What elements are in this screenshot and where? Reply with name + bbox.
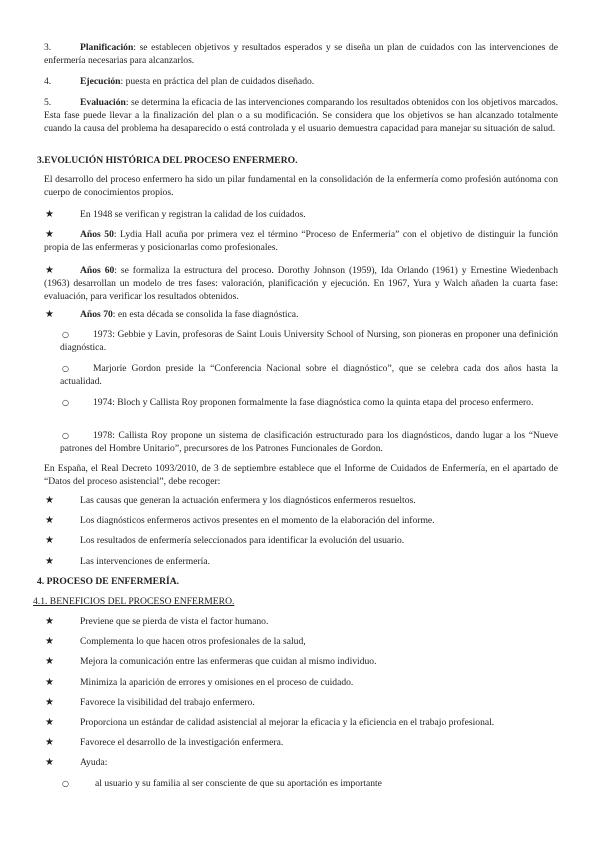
star-bullet-icon: ★: [45, 717, 54, 728]
spain-paragraph: En España, el Real Decreto 1093/2010, de 3 de septiembre establece que el Informe de Cuidados de Enfermería, en el apartado de “Datos del proceso asistencial”, debe recoger:: [44, 463, 558, 488]
step-number: 5.: [44, 97, 52, 108]
list-item: Los resultados de enfermería seleccionados para identificar la evolución del usuario.: [80, 535, 405, 546]
list-item: Mejora la comunicación entre las enfermeras que cuidan al mismo individuo.: [80, 656, 377, 667]
list-item: En 1948 se verifican y registran la calidad de los cuidados.: [80, 209, 306, 220]
step-ejecucion: Ejecución: puesta en práctica del plan de cuidados diseñado.: [80, 76, 315, 87]
star-bullet-icon: ★: [45, 556, 54, 567]
star-bullet-icon: ★: [45, 309, 54, 320]
section-intro: El desarrollo del proceso enfermero ha sido un pilar fundamental en la consolidación de la enfermería como profesión autónoma con cuerpo de conocimientos propios.: [44, 174, 558, 199]
circle-bullet-icon: ○: [62, 779, 69, 788]
list-subitem: 1974: Bloch y Callista Roy proponen formalmente la fase diagnóstica como la quinta etapa del proceso enfermero.: [93, 397, 534, 408]
list-item: Años 50: Lydia Hall acuña por primera vez el término “Proceso de Enfermería” con el objetivo de distinguir la función propia de las enfermeras y posicionarlas como profesionales.: [44, 229, 558, 254]
star-bullet-icon: ★: [45, 616, 54, 627]
list-item: Complementa lo que hacen otros profesionales de la salud,: [80, 636, 306, 647]
list-item: Años 70: en esta década se consolida la fase diagnóstica.: [80, 309, 299, 320]
list-subitem: al usuario y su familia al ser consciente de que su aportación es importante: [95, 778, 382, 789]
list-item: Previene que se pierda de vista el factor humano.: [80, 616, 269, 627]
section-heading: 4. PROCESO DE ENFERMERÍA.: [37, 576, 180, 587]
star-bullet-icon: ★: [45, 697, 54, 708]
list-item: Favorece el desarrollo de la investigación enfermera.: [80, 737, 284, 748]
list-subitem: 1973: Gebbie y Lavin, profesoras de Saint Louis University School of Nursing, son pioneras en proponer una definición diagnóstica.: [60, 329, 558, 354]
star-bullet-icon: ★: [45, 515, 54, 526]
list-item: Proporciona un estándar de calidad asistencial al mejorar la eficacia y la eficiencia en el trabajo profesional.: [80, 717, 495, 728]
step-number: 3.: [44, 42, 52, 53]
star-bullet-icon: ★: [45, 229, 54, 240]
list-item: Las causas que generan la actuación enfermera y los diagnósticos enfermeros resueltos.: [80, 495, 416, 506]
star-bullet-icon: ★: [45, 265, 54, 276]
star-bullet-icon: ★: [45, 209, 54, 220]
step-planificacion: Planificación: se establecen objetivos y resultados esperados y se diseña un plan de cuidados con las intervenciones de enfermería necesarias para alcanzarlos.: [44, 42, 558, 67]
list-subitem: 1978: Callista Roy propone un sistema de clasificación estructurado para los diagnósticos, dando lugar a los “Nueve patrones del Hombre Unitario”, precursores de los Patrones Funcionales de Gordon.: [60, 430, 558, 455]
list-item: Minimiza la aparición de errores y omisiones en el proceso de cuidado.: [80, 677, 354, 688]
star-bullet-icon: ★: [45, 636, 54, 647]
star-bullet-icon: ★: [45, 757, 54, 768]
step-evaluacion: Evaluación: se determina la eficacia de las intervenciones comparando los resultados obtenidos con los objetivos marcados. Esta fase puede llevar a la finalización del plan o a su modificación. Se considera que los objetivos se han alcanzado totalmente cuando la causa del problema ha desaparecido o está controlada y el usuario demuestra capacidad para manejar su situación de salud.: [44, 97, 558, 135]
list-item: Los diagnósticos enfermeros activos presentes en el momento de la elaboración del informe.: [80, 515, 435, 526]
list-item: Ayuda:: [80, 757, 108, 768]
circle-bullet-icon: ○: [62, 330, 69, 339]
star-bullet-icon: ★: [45, 535, 54, 546]
list-item: Años 60: se formaliza la estructura del proceso. Dorothy Johnson (1959), Ida Orlando (1961) y Ernestine Wiedenbach (1963) desarrollan un modelo de tres fases: valoración, planificación y ejecución. En 1967, Yura y Walch añaden la cuarta fase: evaluación, para verificar los resultados obtenidos.: [44, 265, 558, 303]
list-subitem: Marjorie Gordon preside la “Conferencia Nacional sobre el diagnóstico”, que se celebra cada dos años hasta la actualidad.: [60, 363, 558, 388]
list-item: Favorece la visibilidad del trabajo enfermero.: [80, 697, 255, 708]
circle-bullet-icon: ○: [62, 364, 69, 373]
step-number: 4.: [44, 76, 52, 87]
star-bullet-icon: ★: [45, 656, 54, 667]
list-item: Las intervenciones de enfermería.: [80, 556, 210, 567]
subsection-heading: 4.1. BENEFICIOS DEL PROCESO ENFERMERO.: [33, 596, 235, 607]
star-bullet-icon: ★: [45, 737, 54, 748]
circle-bullet-icon: ○: [62, 431, 69, 440]
circle-bullet-icon: ○: [62, 398, 69, 407]
star-bullet-icon: ★: [45, 495, 54, 506]
section-heading: 3.EVOLUCIÓN HISTÓRICA DEL PROCESO ENFERMERO.: [37, 155, 298, 166]
star-bullet-icon: ★: [45, 677, 54, 688]
